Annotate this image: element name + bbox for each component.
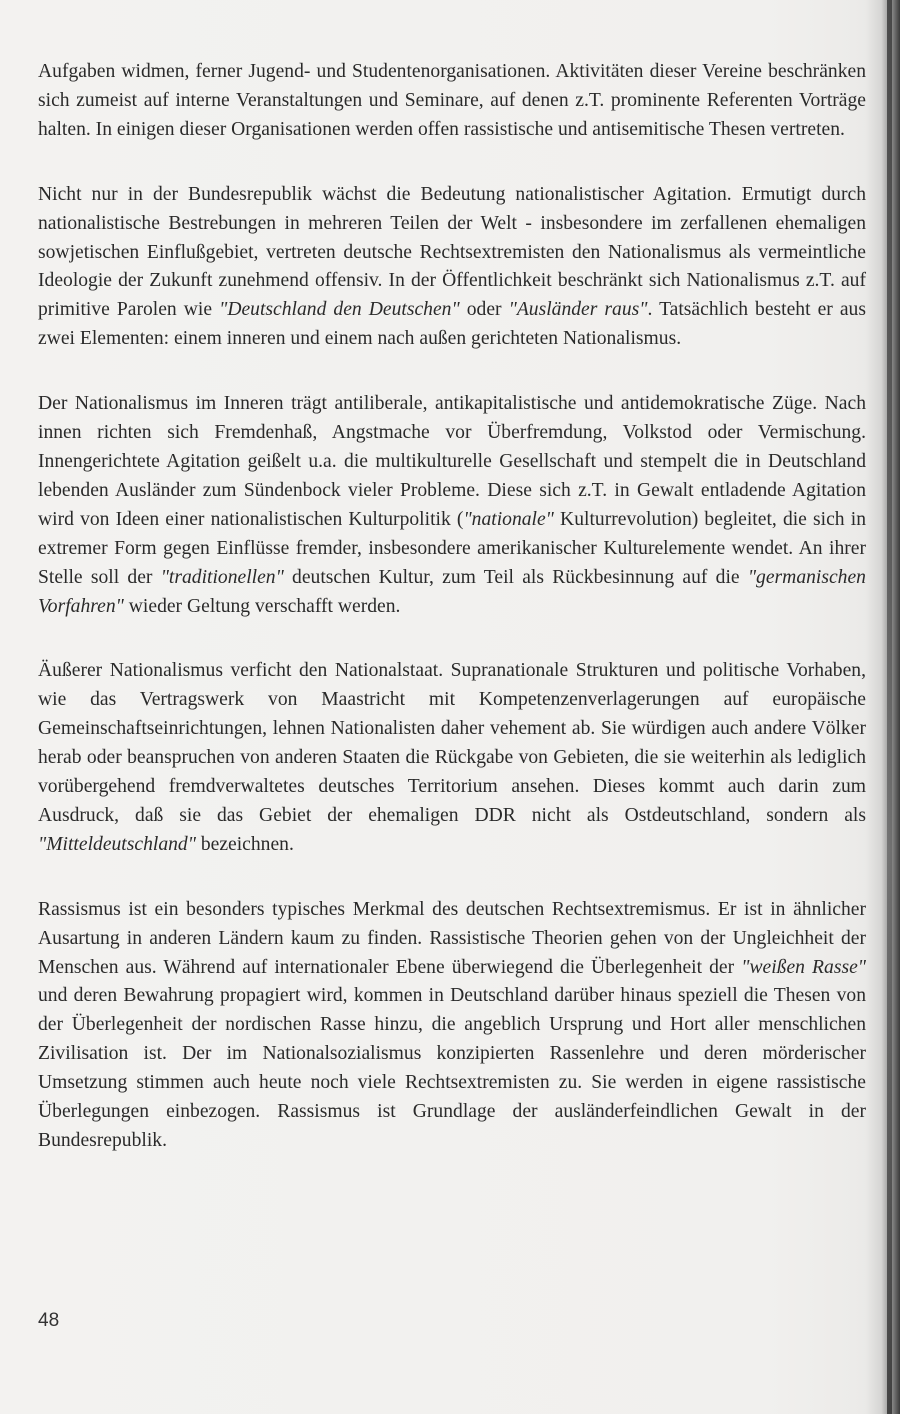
quoted-term: "traditionellen" <box>160 566 284 588</box>
text-run: wieder Geltung verschafft werden. <box>123 595 401 617</box>
text-run: und deren Bewahrung propagiert wird, kommen in Deutschland darüber hinaus speziell die Thesen von der Überlegenheit der nordischen Rasse hinzu, die angeblich Ursprung und Hort aller menschlichen Zivilisation ist. Der im Nationalsozialismus konzipierten Rassenlehre und deren mörderischer Umsetzung stimmen auch heute noch viele Rechtsextremisten zu. Sie werden in eigene rassistische Überlegungen einbezogen. Rassismus ist Grundlage der ausländerfeindlichen Gewalt in der Bundesrepublik. <box>38 985 866 1151</box>
quoted-term: "germanischen Vorfahren" <box>38 566 866 617</box>
text-run: Kulturrevolution) begleitet, die sich in extremer Form gegen Einflüsse fremder, insbesondere amerikanischer Kulturelemente wendet. An ihrer Stelle soll der <box>38 508 866 588</box>
text-run: . Tatsächlich besteht er aus zwei Elementen: einem inneren und einem nach außen gerichteten Nationalismus. <box>38 299 866 350</box>
quoted-term: "Ausländer raus" <box>508 299 648 321</box>
paragraph-1 <box>38 58 866 145</box>
text-run: Der Nationalismus im Inneren trägt antiliberale, antikapitalistische und antidemokratische Züge. Nach innen richten sich Fremdenhaß, Angstmache vor Überfremdung, Volkstod oder Vermischung. Innengerichtete Agitation geißelt u.a. die multikulturelle Gesellschaft und stempelt die in Deutschland lebenden Ausländer zum Sündenbock vieler Probleme. Diese sich z.T. in Gewalt entladende Agitation wird von Ideen einer nationalistischen Kulturpolitik ( <box>38 393 866 530</box>
body-text <box>38 58 866 1192</box>
binding-edge <box>887 0 892 1414</box>
paragraph-3 <box>38 390 866 621</box>
text-run: Nicht nur in der Bundesrepublik wächst die Bedeutung nationalistischer Agitation. Ermutigt durch nationalistische Bestrebungen in mehreren Teilen der Welt - insbesondere im zerfallenen ehemaligen sowjetischen Einflußgebiet, vertreten deutsche Rechtsextremisten den Nationalismus als vermeintliche Ideologie der Zukunft zunehmend offensiv. In der Öffentlichkeit beschränkt sich Nationalismus z.T. auf primitive Parolen wie <box>38 183 866 321</box>
text-run: Aufgaben widmen, ferner Jugend- und Studentenorganisationen. Aktivitäten dieser Vereine beschränken sich zumeist auf interne Veranstaltungen und Seminare, auf denen z.T. prominente Referenten Vorträge halten. In einigen dieser Organisationen werden offen rassistische und antisemitische Thesen vertreten. <box>38 61 866 140</box>
paragraph-2 <box>38 181 866 354</box>
quoted-term: "weißen Rasse" <box>741 956 866 978</box>
quoted-term: "nationale" <box>463 508 554 530</box>
text-run: oder <box>459 299 509 321</box>
quoted-term: "Mitteldeutschland" <box>38 833 196 855</box>
quoted-term: "Deutschland den Deutschen" <box>219 299 460 321</box>
text-run: Äußerer Nationalismus verficht den Nationalstaat. Supranationale Strukturen und politische Vorhaben, wie das Vertragswerk von Maastricht mit Kompetenzenverlagerungen auf europäische Gemeinschaftseinrichtungen, lehnen Nationalisten daher vehement ab. Sie würdigen auch andere Völker herab oder beanspruchen von anderen Staaten die Rückgabe von Gebieten, die sie weiterhin als lediglich vorübergehend fremdverwaltetes deutsches Territorium ansehen. Dieses kommt auch darin zum Ausdruck, daß sie das Gebiet der ehemaligen DDR nicht als Ostdeutschland, sondern als <box>38 660 866 826</box>
text-run: deutschen Kultur, zum Teil als Rückbesinnung auf die <box>283 566 748 588</box>
page-number: 48 <box>38 1310 60 1331</box>
paragraph-4 <box>38 657 866 859</box>
text-run: Rassismus ist ein besonders typisches Merkmal des deutschen Rechtsextremismus. Er ist in ähnlicher Ausartung in anderen Ländern kaum zu finden. Rassistische Theorien gehen von der Ungleichheit der Menschen aus. Während auf internationaler Ebene überwiegend die Überlegenheit der <box>38 898 866 978</box>
paragraph-5 <box>38 896 866 1156</box>
binding-shadow <box>866 0 900 1414</box>
text-run: bezeichnen. <box>195 833 294 855</box>
